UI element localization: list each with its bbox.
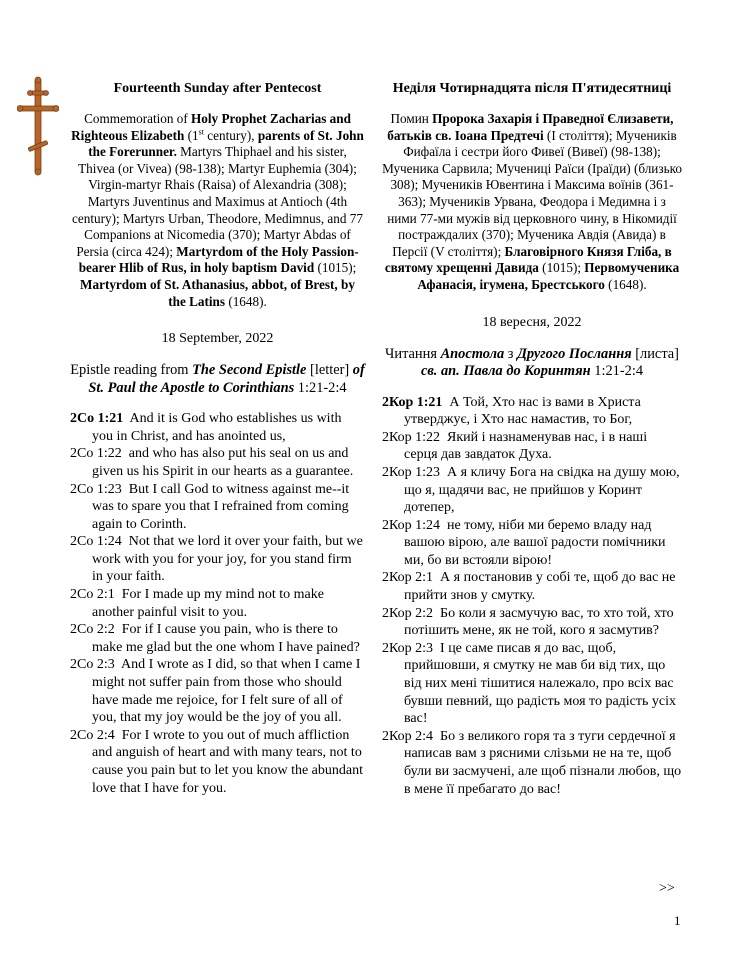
epistle-heading-uk xyxy=(382,346,682,381)
verse xyxy=(382,429,682,464)
commemoration-uk xyxy=(382,111,682,294)
verse xyxy=(70,410,365,445)
verse-text: But I call God to witness against me--it was to spare you that I refrained from coming again to Corinth. xyxy=(92,481,350,532)
ukrainian-column xyxy=(382,80,682,798)
verse-text: And I wrote as I did, so that when I came I might not suffer pain from those who should have made me rejoice, for I felt sure of all of you, that my joy would be the joy of you all. xyxy=(92,657,361,726)
verse-ref: 2Co 1:22 xyxy=(70,446,122,462)
page-title-uk: Неділя Чотирнадцята після П'ятидесятниці xyxy=(392,81,672,96)
ukrainian-epistle-segment: [листа] xyxy=(631,345,679,362)
verse xyxy=(382,517,682,570)
verse xyxy=(382,640,682,728)
verse-text: А я кличу Бога на свідка на душу мою, що я, щадячи вас, не прийшов у Коринт дотепер, xyxy=(404,464,680,516)
verse-ref: 2Кор 1:22 xyxy=(382,429,441,445)
ukrainian-commemoration-segment: Первомученика Афанасія, ігумена, Брестського xyxy=(417,260,680,292)
verse-list-uk xyxy=(382,394,682,799)
verse-text: and who has also put his seal on us and given us his Spirit in our hearts as a guarantee. xyxy=(92,446,354,479)
commemoration xyxy=(70,111,365,310)
verse-ref: 2Co 1:21 xyxy=(70,411,124,427)
english-commemoration-segment: Holy Prophet Zacharias and Righteous Elizabeth xyxy=(71,111,351,143)
english-commemoration-segment: Martyrs Thiphael and his sister, Thivea (or Vivea) (98-138); Martyr Euphemia (304); Virgin-martyr Rhais (Raisa) of Alexandria (308); Martyrs Juventinus and Maximus at Antioch (4th century); Martyrs Urban, Theodore, Medimnus, and 77 Companions at Nicomedia (370); Martyr Abdas of Persia (circa 424); xyxy=(72,144,363,259)
ukrainian-epistle-segment: з xyxy=(504,345,518,362)
verse xyxy=(70,533,365,586)
verse-ref: 2Кор 1:23 xyxy=(382,464,441,480)
verse-ref: 2Co 2:4 xyxy=(70,727,115,743)
verse-ref: 2Co 2:1 xyxy=(70,587,115,603)
verse xyxy=(70,621,365,656)
ukrainian-epistle-segment: Другого Послання xyxy=(517,345,632,362)
english-commemoration-segment: Martyrdom of St. Athanasius, abbot, of Brest, by the Latins xyxy=(80,276,355,309)
verse-ref: 2Кор 1:24 xyxy=(382,517,441,533)
verse-list xyxy=(70,410,365,797)
english-commemoration-segment: (1015); xyxy=(314,260,357,276)
verse-text: А Той, Хто нас із вами в Христа утверджує, і Хто нас намастив, то Бог, xyxy=(404,394,641,428)
verse-text: Який і назнаменував нас, і в наші серця дав завдаток Духа. xyxy=(404,429,648,463)
ukrainian-commemoration-segment: Пророка Захарія і Праведної Єлизавети, батьків св. Іоана Предтечі xyxy=(387,111,674,143)
verse xyxy=(70,727,365,797)
verse-text: For I wrote to you out of much affliction and anguish of heart and with many tears, not to cause you pain but to let you know the abundant love that I have for you. xyxy=(92,727,363,796)
ukrainian-commemoration-segment: Благовірного Князя Гліба, в святому хрещенні Давида xyxy=(384,243,672,276)
verse xyxy=(382,569,682,604)
verse xyxy=(382,394,682,429)
english-commemoration-segment: century), xyxy=(204,127,258,143)
ukrainian-epistle-segment: Апостола xyxy=(440,345,505,362)
verse-ref: 2Co 1:23 xyxy=(70,481,122,497)
ukrainian-commemoration-segment: Помин xyxy=(390,111,433,126)
verse xyxy=(70,445,365,480)
next-page-link[interactable]: >> xyxy=(659,881,675,896)
verse-ref: 2Кор 2:2 xyxy=(382,605,434,621)
verse xyxy=(382,605,682,640)
verse xyxy=(70,586,365,621)
verse-ref: 2Кор 2:3 xyxy=(382,640,434,656)
verse-text: And it is God who establishes us with you in Christ, and has anointed us, xyxy=(92,411,342,444)
verse-text: For I made up my mind not to make another painful visit to you. xyxy=(92,587,324,620)
verse-ref: 2Кор 2:1 xyxy=(382,570,434,586)
verse-ref: 2Co 2:2 xyxy=(70,622,115,638)
english-epistle-segment: 1:21-2:4 xyxy=(294,379,347,396)
ukrainian-epistle-segment: св. ап. Павла до Коринтян xyxy=(420,363,591,380)
verse xyxy=(382,464,682,517)
verse-text: І це саме писав я до вас, щоб, прийшовши, я смутку не мав би від тих, що від них мені тішитися належало, про всіх вас бувши певний, що радість моя то радість усіх вас! xyxy=(404,640,677,727)
verse-ref: 2Кор 1:21 xyxy=(382,394,443,410)
verse-ref: 2Co 1:24 xyxy=(70,534,122,550)
english-epistle-segment: [letter] xyxy=(306,362,353,379)
verse-text: Бо з великого горя та з туги сердечної я написав вам з рясними слізьми не на те, щоб були ви засмучені, але щоб пізнали любов, що в мене її пребагато до вас! xyxy=(404,728,682,797)
ukrainian-commemoration-segment: (I століття); Мучеників Фифаїла і сестри його Фивеї (Вивеї) (98-138); Мученика Сарвила; Мучениці Раїси (Іраїди) (близько 308); Мучеників Ювентина і Максима воїнів (361-363); Мучеників Урвана, Феодора і Медимна і з ними 77-ми мужів від церковного чину, в Нікомидії постраждалих (370); Мученика Авдія (Авида) в Персії (V століття); xyxy=(382,127,682,259)
verse-text: А я постановив у собі те, щоб до вас не прийти знов у смутку. xyxy=(404,570,676,604)
english-commemoration-segment: st xyxy=(198,127,204,137)
orthodox-cross-icon xyxy=(17,76,59,176)
ukrainian-commemoration-segment: (1648). xyxy=(604,276,647,292)
english-epistle-segment: Epistle reading from xyxy=(70,362,193,379)
english-commemoration-segment: Commemoration of xyxy=(84,111,192,126)
verse-text: не тому, ніби ми беремо владу над вашою вірою, але вашої радости помічники ми, бо ви встояли вірою! xyxy=(404,517,666,568)
ukrainian-epistle-segment: Читання xyxy=(385,345,441,362)
ukrainian-commemoration-segment: (1015); xyxy=(538,260,585,276)
verse-text: Бо коли я засмучую вас, то хто той, хто потішить мене, як не той, кого я засмутив? xyxy=(404,605,674,639)
verse xyxy=(70,656,365,726)
english-commemoration-segment: parents of St. John the Forerunner. xyxy=(88,127,364,160)
verse-text: For if I cause you pain, who is there to make me glad but the one whom I have pained? xyxy=(92,622,360,655)
english-epistle-segment: of St. Paul the Apostle to Corinthians xyxy=(88,362,365,396)
verse-text: Not that we lord it over your faith, but we work with you for your joy, for you stand firm in your faith. xyxy=(92,534,363,585)
verse-ref: 2Кор 2:4 xyxy=(382,728,434,744)
english-commemoration-segment: Martyrdom of the Holy Passion-bearer Hlib of Rus, in holy baptism David xyxy=(78,243,359,276)
english-column xyxy=(70,80,365,797)
english-epistle-segment: The Second Epistle xyxy=(192,362,307,379)
page-number: 1 xyxy=(674,913,681,928)
verse xyxy=(70,481,365,534)
epistle-heading xyxy=(70,362,365,397)
verse-ref: 2Co 2:3 xyxy=(70,657,115,673)
page-title: Fourteenth Sunday after Pentecost xyxy=(113,81,322,96)
ukrainian-epistle-segment: 1:21-2:4 xyxy=(590,363,644,380)
verse xyxy=(382,728,682,798)
date: 18 September, 2022 xyxy=(161,331,274,347)
date-uk: 18 вересня, 2022 xyxy=(482,314,582,330)
english-commemoration-segment: (1 xyxy=(184,127,199,143)
english-commemoration-segment: (1648). xyxy=(225,293,267,309)
